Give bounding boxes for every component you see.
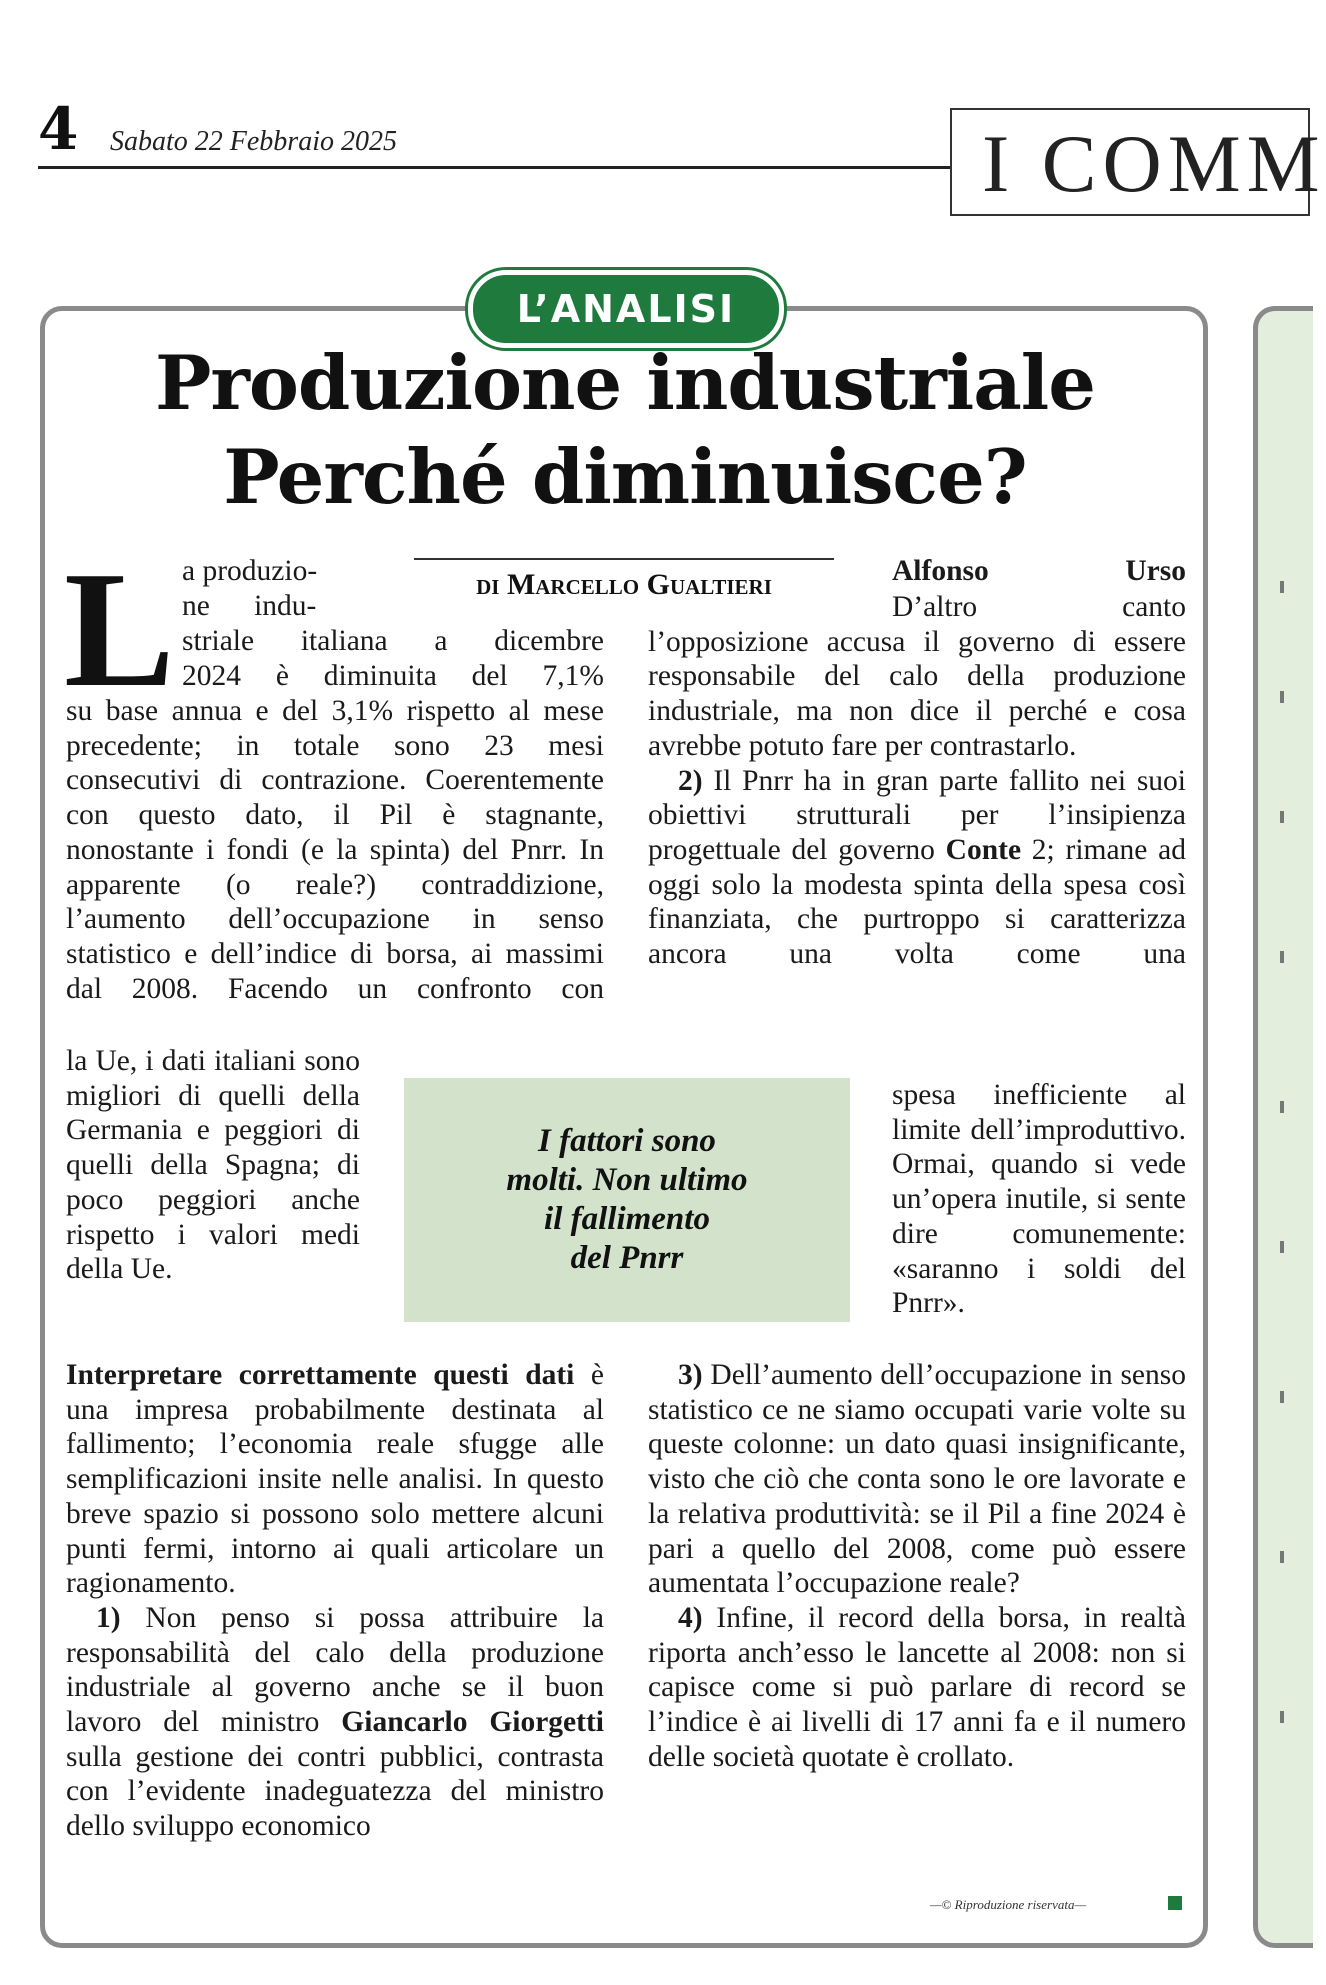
paragraph: D’altro canto l’opposizione accusa il governo di essere responsabile del calo della produzione industriale, ma non dice il perché e cosa avrebbe potuto fare per contrastarlo. [648,591,1186,762]
col2-paragraphs [648,590,1186,1078]
text-run: Il Pnrr ha in gran parte fallito nei suoi obiettivi strutturali per l’insipienza progettuale del governo [648,764,1186,866]
paragraph-point-4 [648,1601,1186,1775]
person-name: Alfonso Urso [892,555,1186,587]
paragraph: su base annua e del 3,1% rispetto al mese precedente; in totale sono 23 mesi consecutivi di contrazione. Coerentemente con questo dato, il Pil è stagnante, nonostante i fondi (e la spinta) del Pnrr. In apparente (o reale?) contraddizione, l’aumento dell’occupazione in senso statistico e dell’indice di borsa, ai massimi dal 2008. Facendo un confronto con [66,695,604,1005]
paragraph-point-3 [648,1358,1186,1601]
paragraph: la Ue, i dati italiani sono migliori di quelli della Germania e peggiori di quelli della Spagna; di poco peggiori anche rispetto i valori medi della Ue. [66,1045,360,1286]
col1-intro-wide [182,624,604,693]
text-run: 2; rimane ad oggi solo la modesta spinta della spesa così finanziata, che purtroppo si caratterizza ancora una volta come una [648,833,1186,971]
pull-quote [404,1078,850,1322]
text-run: Infine, il record della borsa, in realtà riporta anch’esso le lancette al 2008: non si capisce come si può parlare di record se l’indice è ai livelli di 17 anni fa e il numero delle società quotate è crollato. [648,1601,1186,1773]
drop-cap: L [64,537,175,721]
col2-points [648,1358,1186,1888]
adjacent-article-panel [1253,306,1313,1948]
byline: di Marcello Gualtieri [414,558,834,606]
bold-lead: Interpretare correttamente questi dati [66,1359,575,1391]
pull-quote-line: il fallimento [544,1201,710,1237]
headline-line-1: Produzione industriale [154,339,1096,427]
text-line: ne indu- [182,589,317,622]
page-date: Sabato 22 Febbraio 2025 [110,126,397,157]
header-rule [38,166,958,169]
text-run: sulla gestione dei contri pubblici, contrasta con l’evidente inadeguatezza del ministro dello sviluppo economico [66,1740,604,1843]
text-run: Dell’aumento dell’occupazione in senso statistico ce ne siamo occupati varie volte su queste colonne: un dato quasi insignificante, visto che ciò che conta sono le ore lavorate e la relativa produttività: se il Pil a fine 2024 è pari a quello del 2008, come può essere aumentata l’occupazione reale? [648,1359,1186,1600]
pull-quote-line: I fattori sono [538,1123,716,1159]
point-number: 4) [678,1601,703,1634]
text-line: striale italiana a dicembre [182,625,604,657]
point-number: 2) [678,764,703,797]
section-title: I COMM [950,108,1310,216]
col1-paragraph-1-cont [66,1044,360,1356]
paragraph: spesa inefficiente al limite dell’improduttivo. Ormai, quando si vede un’opera inutile, si sente dire comunemente: «saranno i soldi del Pnrr». [892,1079,1186,1320]
end-of-article-mark [1168,1896,1182,1910]
col1-intro-narrow [182,554,360,623]
point-number: 3) [678,1359,703,1391]
text-line: a produzio- [182,555,318,587]
person-name: Conte [945,833,1022,866]
col1-paragraphs [66,1358,604,1918]
paragraph-point-2 [648,764,1186,972]
headline-line-2: Perché diminuisce? [223,433,1027,521]
person-name: Giancarlo Giorgetti [341,1706,604,1739]
col1-paragraph-1 [66,694,604,1044]
paragraph-point-1 [66,1601,604,1844]
pull-quote-text [506,1122,747,1278]
headline [60,336,1190,524]
page-number: 4 [38,95,79,163]
point-number: 1) [96,1601,121,1634]
pull-quote-line: del Pnrr [570,1240,684,1276]
text-line: 2024 è diminuita del 7,1% [182,659,604,692]
copyright-notice: —© Riproduzione riservata— [930,1897,1087,1912]
col2-paragraph-cont [892,1078,1186,1358]
text-run: è una impresa probabilmente destinata al fallimento; l’economia reale sfugge alle semplificazioni insite nelle analisi. In questo breve spazio si possono solo mettere alcuni punti fermi, intorno ai quali articolare un ragionamento. [66,1359,605,1600]
pull-quote-line: molti. Non ultimo [506,1162,748,1198]
paragraph [66,1358,604,1601]
kicker-label: L’ANALISI [468,270,784,348]
text-run: Non penso si possa attribuire la responsabilità del calo della produzione industriale al governo anche se il buon lavoro del ministro [66,1601,604,1739]
col2-name-line [892,554,1186,589]
